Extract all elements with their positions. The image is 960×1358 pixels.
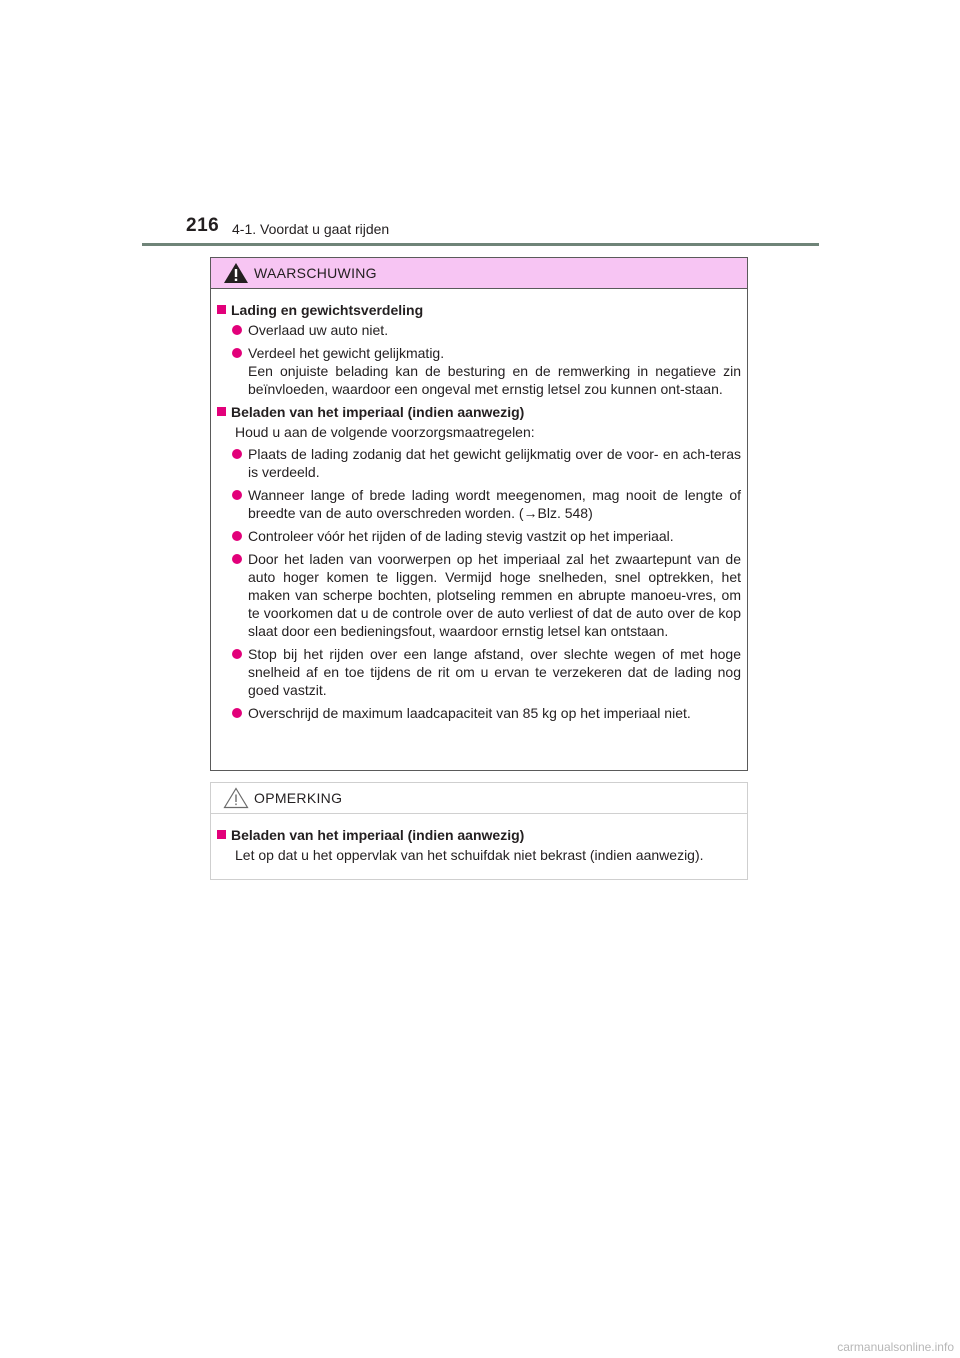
list-item xyxy=(232,527,741,545)
warning-content xyxy=(211,289,747,722)
section-title: 4-1. Voordat u gaat rijden xyxy=(232,221,390,237)
page-header xyxy=(0,0,960,250)
warning-section-load xyxy=(217,301,741,398)
section-heading-text: Lading en gewichtsverdeling xyxy=(231,302,424,318)
list-item-text: Controleer vóór het rijden of de lading stevig vastzit op het imperiaal. xyxy=(248,528,674,544)
caution-outline-triangle-icon xyxy=(223,787,249,809)
list-item-text: Verdeel het gewicht gelijkmatig. xyxy=(248,345,445,361)
list-item-text: Plaats de lading zodanig dat het gewicht gelijkmatig over de voor- en ach-teras is verdeeld. xyxy=(248,446,741,480)
note-box xyxy=(210,782,748,880)
header-rule xyxy=(142,243,819,246)
note-header xyxy=(211,783,747,814)
note-label: OPMERKING xyxy=(254,790,343,806)
round-bullet-icon xyxy=(232,325,242,335)
list-item xyxy=(232,321,741,339)
note-text: Let op dat u het oppervlak van het schuifdak niet bekrast (indien aanwezig). xyxy=(235,847,704,863)
square-bullet-icon xyxy=(217,407,226,416)
round-bullet-icon xyxy=(232,449,242,459)
section-heading-text: Beladen van het imperiaal (indien aanwezig) xyxy=(231,827,525,843)
list-item-text: Stop bij het rijden over een lange afstand, over slechte wegen of met hoge snelheid af en toe tijdens de rit om u ervan te verzekeren dat de lading nog goed vastzit. xyxy=(248,646,741,698)
list-item xyxy=(232,645,741,699)
round-bullet-icon xyxy=(232,554,242,564)
section-heading-text: Beladen van het imperiaal (indien aanwezig) xyxy=(231,404,525,420)
page-number: 216 xyxy=(186,215,220,236)
list-item xyxy=(232,445,741,481)
square-bullet-icon xyxy=(217,830,226,839)
section-heading xyxy=(217,826,741,844)
list-item-text: Overschrijd de maximum laadcapaciteit van 85 kg op het imperiaal niet. xyxy=(248,705,691,721)
warning-section-roof xyxy=(217,403,741,722)
round-bullet-icon xyxy=(232,531,242,541)
round-bullet-icon xyxy=(232,708,242,718)
round-bullet-icon xyxy=(232,490,242,500)
list-item-text: Door het laden van voorwerpen op het imperiaal zal het zwaartepunt van de auto hoger komen te liggen. Vermijd hoge snelheden, snel optrekken, het maken van scherpe bochten, plotseling remmen en abrupte manoeu-vres, om te voorkomen dat u de controle over de auto verliest of dat de auto over de kop slaat door een bedieningsfout, waardoor ernstig letsel kan ontstaan. xyxy=(248,551,741,639)
list-item-text: Een onjuiste belading kan de besturing en de remwerking in negatieve zin beïnvloeden, waardoor een ongeval met ernstig letsel zou kunnen ont-staan. xyxy=(248,363,741,397)
warning-box xyxy=(210,257,748,771)
section-heading xyxy=(217,301,741,319)
round-bullet-icon xyxy=(232,348,242,358)
round-bullet-icon xyxy=(232,649,242,659)
section-intro: Houd u aan de volgende voorzorgsmaatregelen: xyxy=(235,424,535,440)
square-bullet-icon xyxy=(217,305,226,314)
watermark: carmanualsonline.info xyxy=(837,1340,954,1354)
list-item xyxy=(232,550,741,640)
section-heading xyxy=(217,403,741,421)
warning-header xyxy=(211,258,747,289)
note-content xyxy=(211,814,747,864)
list-item-text: Wanneer lange of brede lading wordt meegenomen, mag nooit de lengte of breedte van de auto overschreden worden. (→Blz. 548) xyxy=(248,487,741,521)
list-item xyxy=(232,344,741,398)
warning-label: WAARSCHUWING xyxy=(254,265,377,281)
list-item-text: Overlaad uw auto niet. xyxy=(248,322,389,338)
list-item xyxy=(232,704,741,722)
warning-triangle-icon xyxy=(223,262,249,284)
list-item xyxy=(232,486,741,522)
